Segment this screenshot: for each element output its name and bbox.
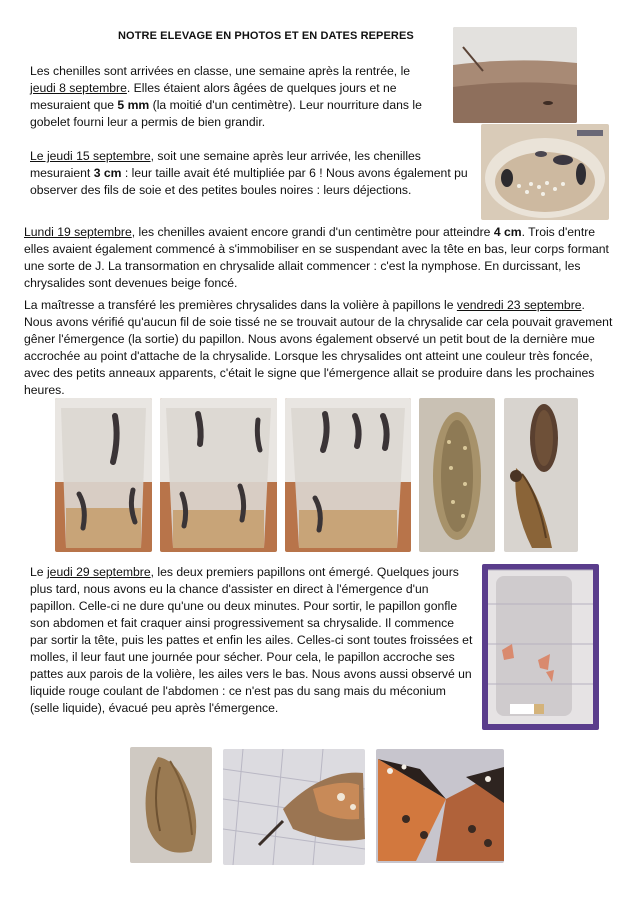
paragraph-nymphose — [24, 224, 616, 292]
size-label: 4 cm — [493, 225, 522, 239]
paragraph-text: . Trois d'entre elles avaient également commencé à s'immobiliser en se suspendant avec la tête en bas, leur corps formant une sorte de J. La transormation en chrysalide allait commencer : c'est la nymphose. En durcissant, les chrysalides sont devenues beige foncé. — [24, 225, 609, 290]
paragraph-text: La maîtresse a transféré les premières chrysalides dans la volière à papillons le — [24, 298, 457, 312]
paragraph-voliere — [24, 297, 616, 399]
date-label: jeudi 29 septembre — [46, 565, 151, 579]
paragraph-text: Les chenilles sont arrivées en classe, une semaine après la rentrée, le — [30, 64, 411, 78]
page-title: NOTRE ELEVAGE EN PHOTOS ET EN DATES REPERES — [118, 30, 414, 42]
paragraph-text: . Nous avons vérifié qu'aucun fil de soie tissé ne se trouvait autour de la chrysalide car cela pouvait gravement gêner l'émergence (la sortie) du papillon. Nous avons également observé un petit bout de la dernière mue accrochée au point d'attache de la chrysalide. Lorsque les chrysalides ont atteint une couleur très foncée, avec des petits anneaux apparents, c'était le signe que l'émergence allait se produire dans les prochaines heures. — [24, 298, 613, 397]
hanging-caterpillars-photo-2 — [160, 398, 277, 552]
paragraph-text: (la moitié d'un centimètre). Leur nourriture dans le gobelet fourni leur a permis de bien grandir. — [30, 98, 422, 129]
date-label: Lundi 19 septembre — [24, 225, 132, 239]
empty-chrysalis-photo — [130, 747, 212, 863]
date-label: vendredi 23 septembre — [456, 298, 582, 312]
butterfly-wings-photo — [376, 749, 504, 863]
caterpillar-cup-grown-photo — [481, 124, 609, 220]
size-label: 3 cm — [93, 166, 122, 180]
butterfly-drying-photo — [223, 749, 365, 865]
paragraph-emergence — [30, 564, 474, 717]
paragraph-text: , les chenilles avaient encore grandi d'un centimètre pour atteindre — [131, 225, 494, 239]
date-label: Le jeudi 15 septembre — [30, 149, 151, 163]
paragraph-text: : leur taille avait été multipliée par 6 ! Nous avons également pu observer des fils de soie et des petites boules noires : leurs déjections. — [30, 166, 468, 197]
butterfly-cage-photo — [482, 564, 599, 730]
paragraph-text: , soit une semaine après leur arrivée, les chenilles mesuraient — [30, 149, 421, 180]
size-label: 5 mm — [117, 98, 150, 112]
dark-chrysalis-photo — [504, 398, 578, 552]
paragraph-arrival — [30, 63, 428, 131]
caterpillar-cup-top-photo — [453, 27, 577, 123]
paragraph-growth — [30, 148, 470, 199]
paragraph-text: Le — [30, 565, 47, 579]
chrysalis-closeup-photo — [419, 398, 495, 552]
hanging-caterpillars-photo-1 — [55, 398, 152, 552]
date-label: jeudi 8 septembre — [30, 81, 127, 95]
hanging-caterpillars-photo-3 — [285, 398, 411, 552]
paragraph-text: . Elles étaient alors âgées de quelques jours et ne mesuraient que — [30, 81, 397, 112]
paragraph-text: , les deux premiers papillons ont émergé. Quelques jours plus tard, nous avons eu la chance d'assister en direct à l'émergence d'un papillon. Celle-ci ne dure qu'une ou deux minutes. Pour sortir, le papillon gonfle son abdomen et fait craquer ainsi progressivement sa chrysalide. Il commence par sortir la tête, puis les pattes et enfin les ailes. Celles-ci sont toutes froissées et molles, il leur faut une journée pour sécher. Pour cela, le papillon accroche ses pattes aux parois de la volière, les ailes vers le bas. Nous avons aussi observé un liquide rouge coulant de l'abdomen : ce n'est pas du sang mais du méconium (selle liquide), évacué peu après l'émergence. — [30, 565, 473, 715]
